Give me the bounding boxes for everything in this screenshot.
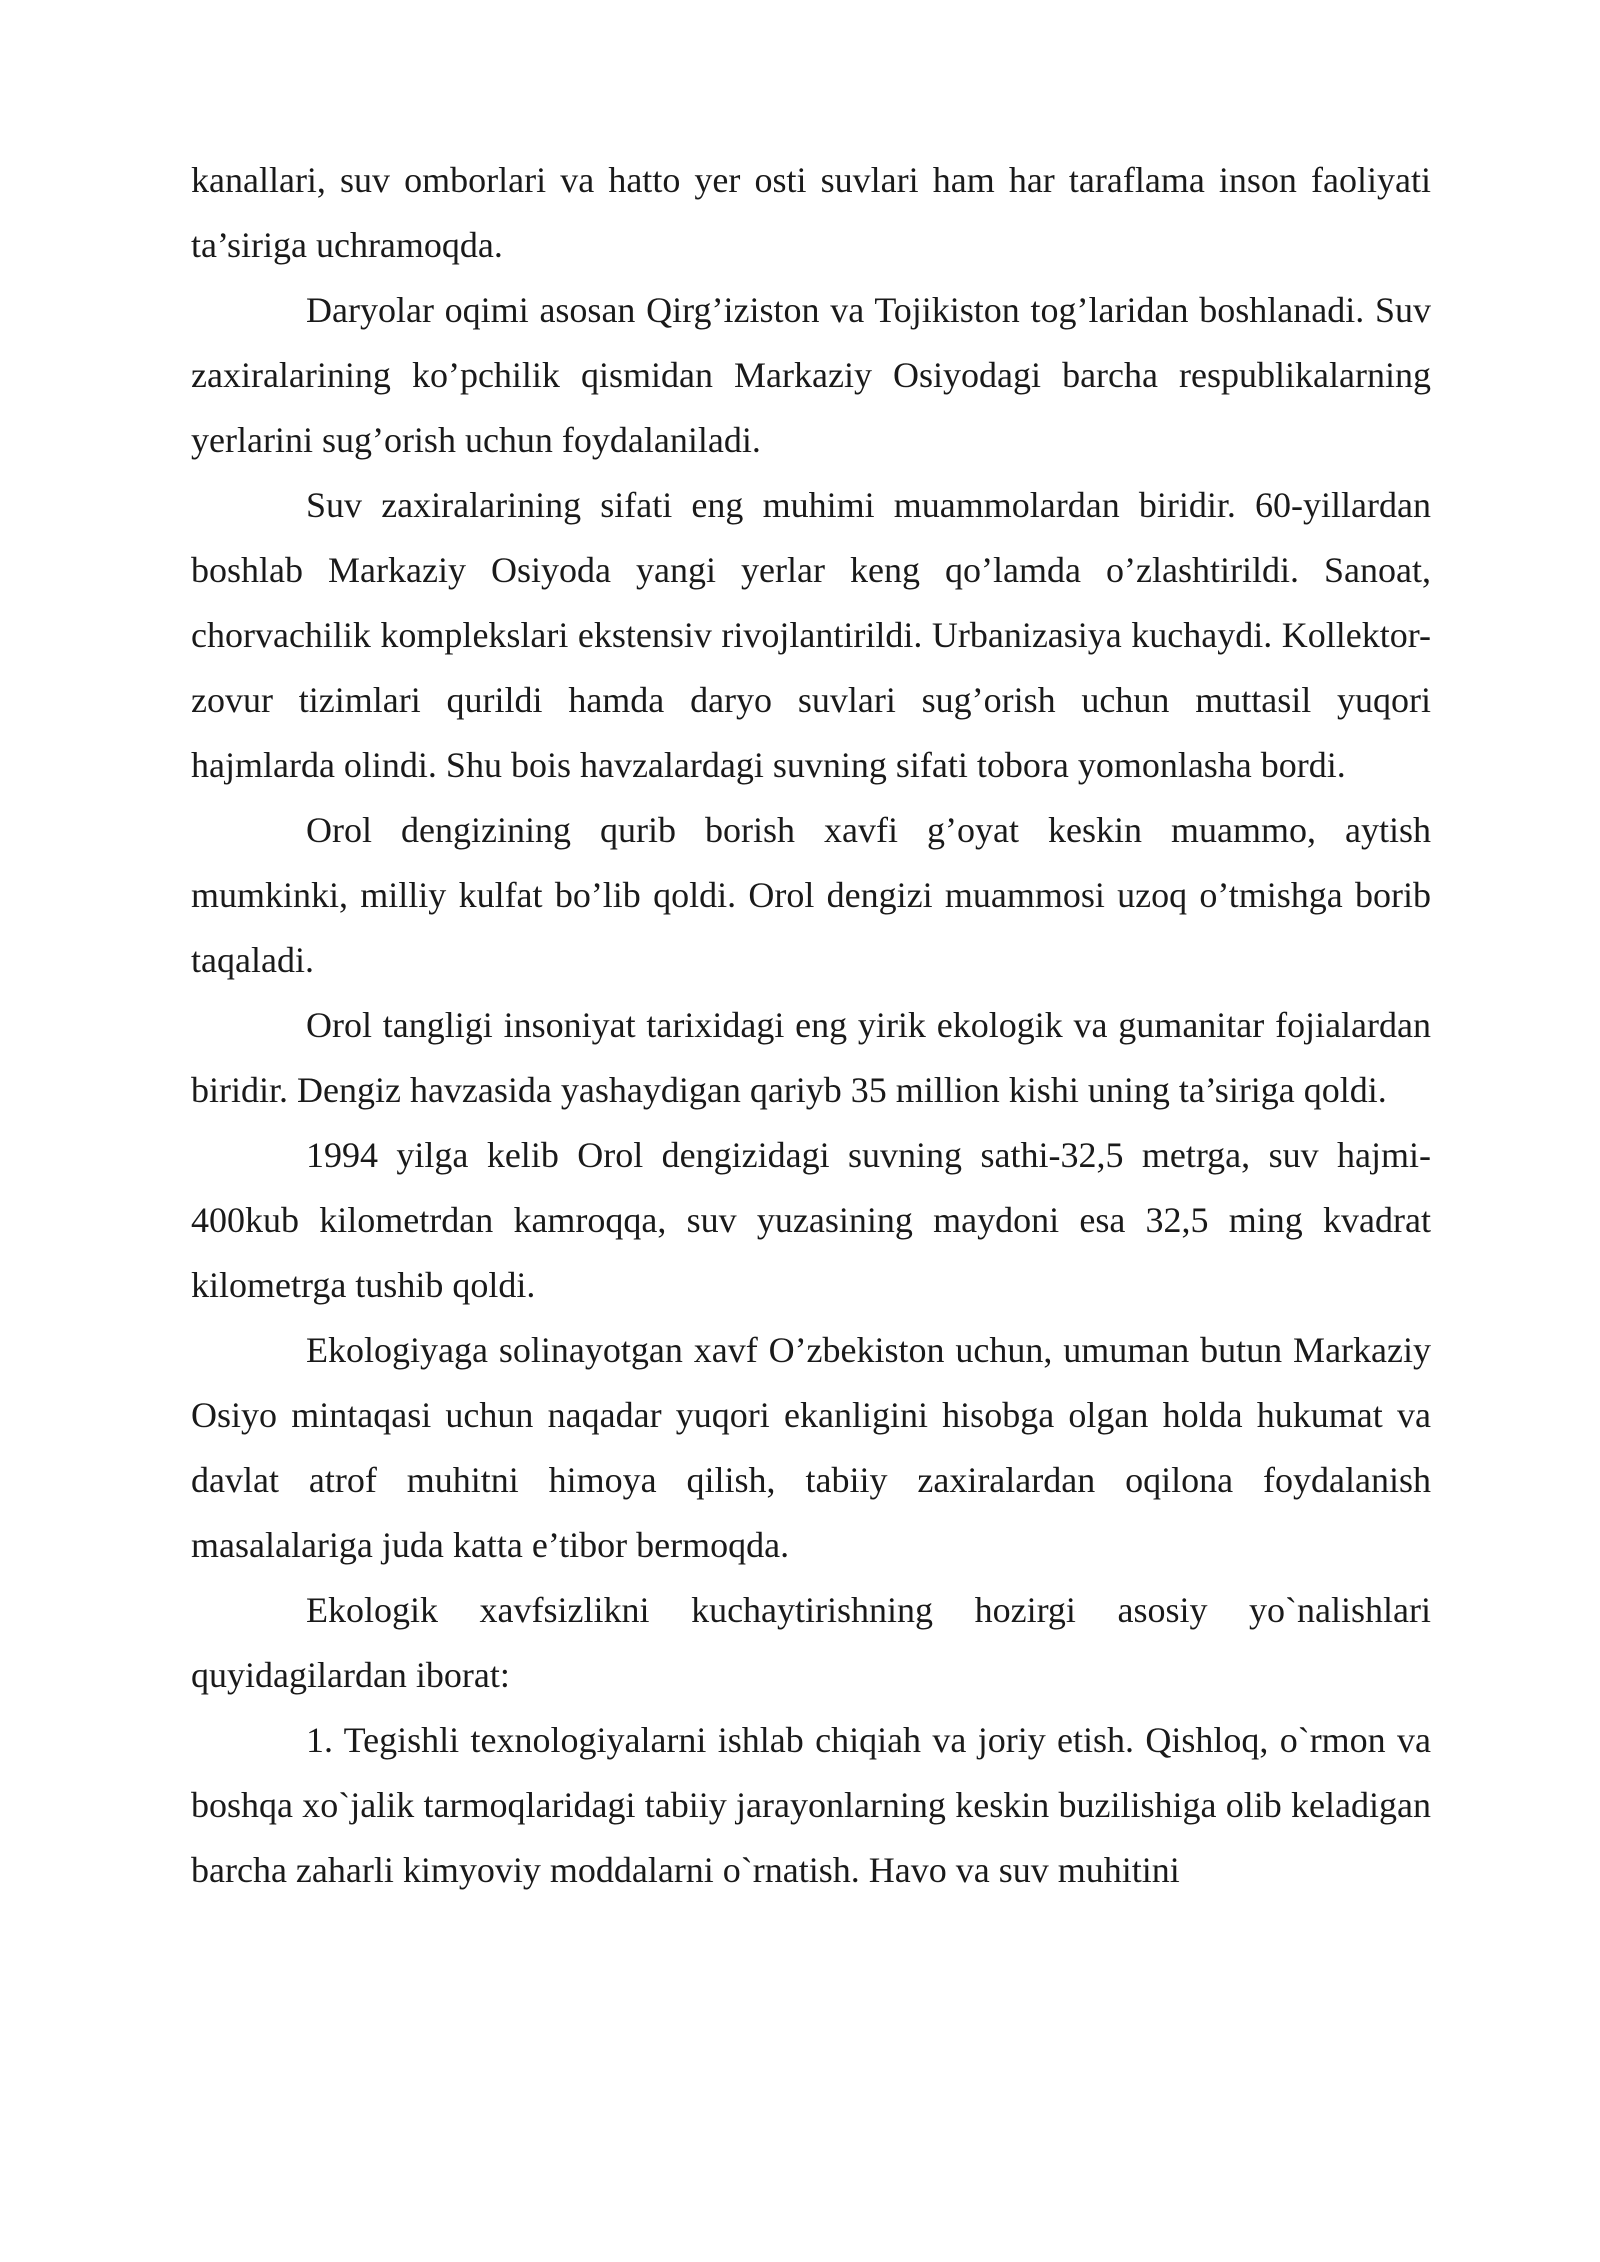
paragraph-5: Orol tangligi insoniyat tarixidagi eng yirik ekologik va gumanitar fojialardan biridir. Dengiz havzasida yashaydigan qariyb 35 million kishi uning ta’siriga qoldi. <box>191 1005 1431 1110</box>
paragraph-2: Daryolar oqimi asosan Qirg’iziston va Tojikiston tog’laridan boshlanadi. Suv zaxiralarining ko’pchilik qismidan Markaziy Osiyodagi barcha respublikalarning yerlarini sug’orish uchun foydalaniladi. <box>191 290 1431 460</box>
paragraph-9: 1. Tegishli texnologiyalarni ishlab chiqiah va joriy etish. Qishloq, o`rmon va boshqa xo`jalik tarmoqlaridagi tabiiy jarayonlarning keskin buzilishiga olib keladigan barcha zaharli kimyoviy moddalarni o`rnatish. Havo va suv muhitini <box>191 1720 1431 1890</box>
document-body <box>191 148 1431 1903</box>
paragraph-7: Ekologiyaga solinayotgan xavf O’zbekiston uchun, umuman butun Markaziy Osiyo mintaqasi uchun naqadar yuqori ekanligini hisobga olgan holda hukumat va davlat atrof muhitni himoya qilish, tabiiy zaxiralardan oqilona foydalanish masalalariga juda katta e’tibor bermoqda. <box>191 1330 1431 1565</box>
paragraph-1: kanallari, suv omborlari va hatto yer osti suvlari ham har taraflama inson faoliyati ta’siriga uchramoqda. <box>191 160 1431 265</box>
paragraph-6: 1994 yilga kelib Orol dengizidagi suvning sathi-32,5 metrga, suv hajmi-400kub kilometrdan kamroqqa, suv yuzasining maydoni esa 32,5 ming kvadrat kilometrga tushib qoldi. <box>191 1135 1431 1305</box>
paragraph-3: Suv zaxiralarining sifati eng muhimi muammolardan biridir. 60-yillardan boshlab Markaziy Osiyoda yangi yerlar keng qo’lamda o’zlashtirildi. Sanoat, chorvachilik komplekslari ekstensiv rivojlantirildi. Urbanizasiya kuchaydi. Kollektor-zovur tizimlari qurildi hamda daryo suvlari sug’orish uchun muttasil yuqori hajmlarda olindi. Shu bois havzalardagi suvning sifati tobora yomonlasha bordi. <box>191 485 1431 785</box>
paragraph-8: Ekologik xavfsizlikni kuchaytirishning hozirgi asosiy yo`nalishlari quyidagilardan iborat: <box>191 1590 1431 1695</box>
paragraph-4: Orol dengizining qurib borish xavfi g’oyat keskin muammo, aytish mumkinki, milliy kulfat bo’lib qoldi. Orol dengizi muammosi uzoq o’tmishga borib taqaladi. <box>191 810 1431 980</box>
